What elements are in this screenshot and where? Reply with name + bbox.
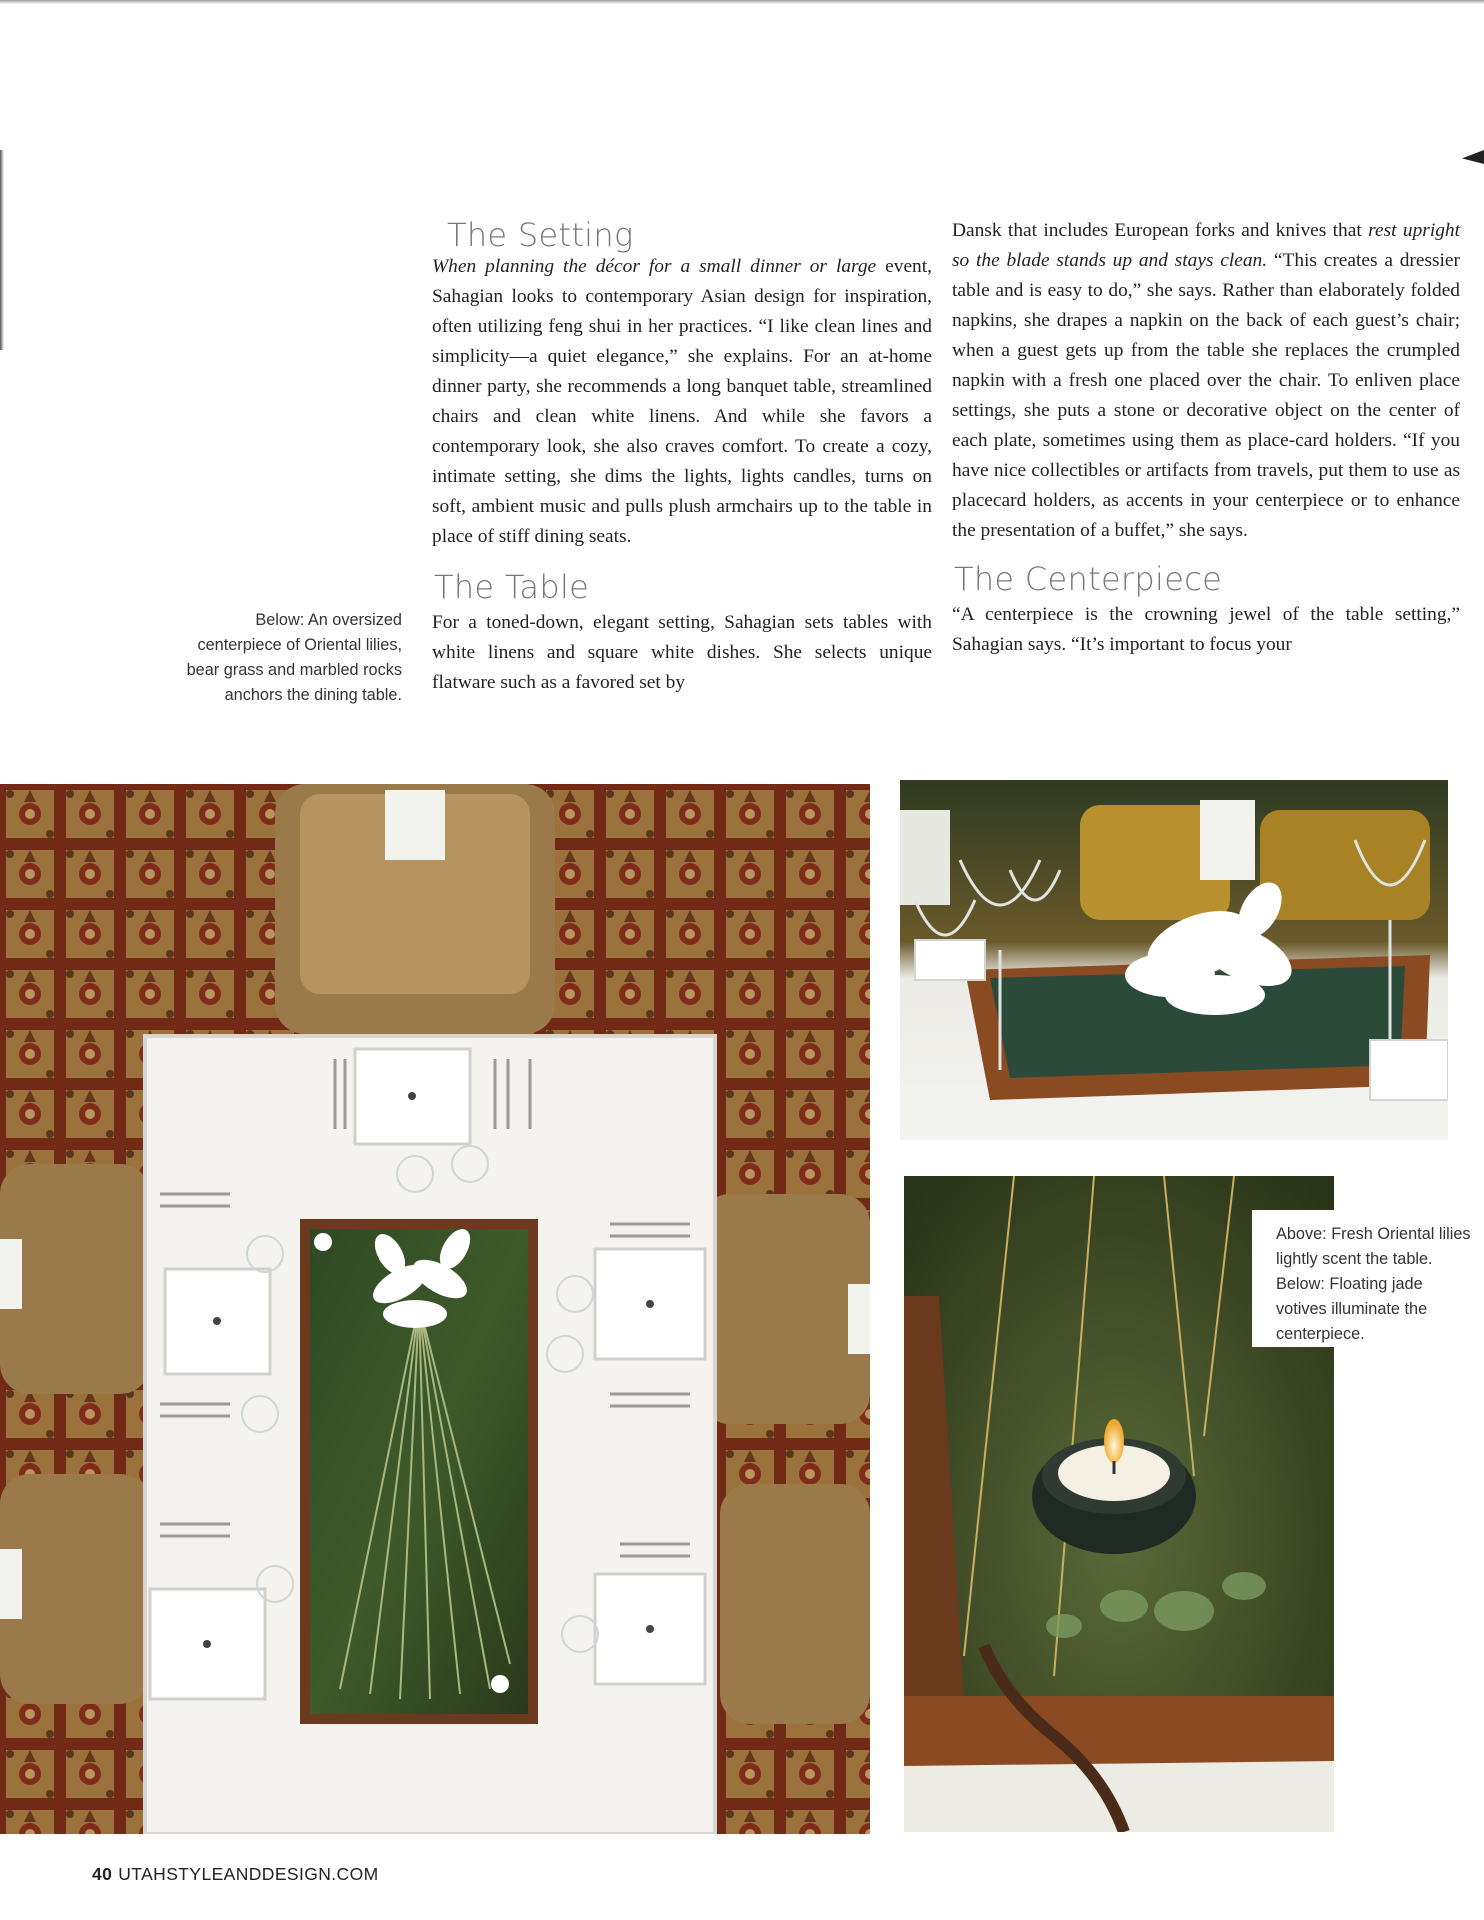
setting-body: event, Sahagian looks to contemporary Asian design for inspiration, often utilizing feng shui in her practices. “I like clean lines and simplicity—a quiet elegance,” she explains. For an at-home dinner party, she recommends a long banquet table, streamlined chairs and clean white linens. And while she favors a contemporary look, she also craves comfort. To create a cozy, intimate setting, she dims the lights, lights candles, turns on soft, ambient music and pulls plush armchairs up to the table in place of stiff dining seats. [432,256,932,547]
page-top-shadow [0,0,1484,4]
heading-the-centerpiece: The Centerpiece [954,560,1223,598]
dansk-start: Dansk that includes European forks and knives that [952,220,1362,241]
dansk-body: “This creates a dressier table and is easy to do,” she says. Rather than elaborately folded napkins, she drapes a napkin on the back of each guest’s chair; when a guest gets up from the table she replaces the crumpled napkin with a fresh one placed over the chair. To enliven place settings, she puts a stone or decorative object on the center of each plate, sometimes using them as place-card holders. “If you have nice collectibles or artifacts from travels, put them to use as placecard holders, as accents in your centerpiece or to enhance the presentation of a buffet,” she says. [952,250,1460,541]
heading-the-table: The Table [434,568,590,606]
paragraph-setting [432,252,932,552]
article-column-1 [432,216,932,698]
heading-the-setting: The Setting [447,216,634,254]
photo-overhead-dining-table [0,784,870,1834]
page-footer [92,1864,379,1885]
page-right-edge-mark [1462,150,1484,164]
caption-right: Above: Fresh Oriental lilies lightly scent the table. Below: Floating jade votives illuminate the centerpiece. [1252,1210,1474,1347]
caption-left: Below: An oversized centerpiece of Oriental lilies, bear grass and marbled rocks anchors the dining table. [186,611,402,704]
setting-intro-italic: When planning the décor for a small dinner or large [432,256,877,277]
article-column-2 [952,216,1460,660]
paragraph-centerpiece: “A centerpiece is the crowning jewel of the table setting,” Sahagian says. “It’s important to focus your [952,604,1460,655]
dansk-italic: rest upright so the blade stands up and stays clean. [952,220,1460,271]
photo-lilies-centerpiece [900,780,1448,1140]
page-number: 40 [92,1864,113,1884]
footer-site: UTAHSTYLEANDDESIGN.COM [118,1864,379,1884]
paragraph-dansk [952,216,1460,546]
page-left-edge [0,150,4,350]
paragraph-table: For a toned-down, elegant setting, Sahagian sets tables with white linens and square white dishes. She selects unique flatware such as a favored set by [432,612,932,693]
